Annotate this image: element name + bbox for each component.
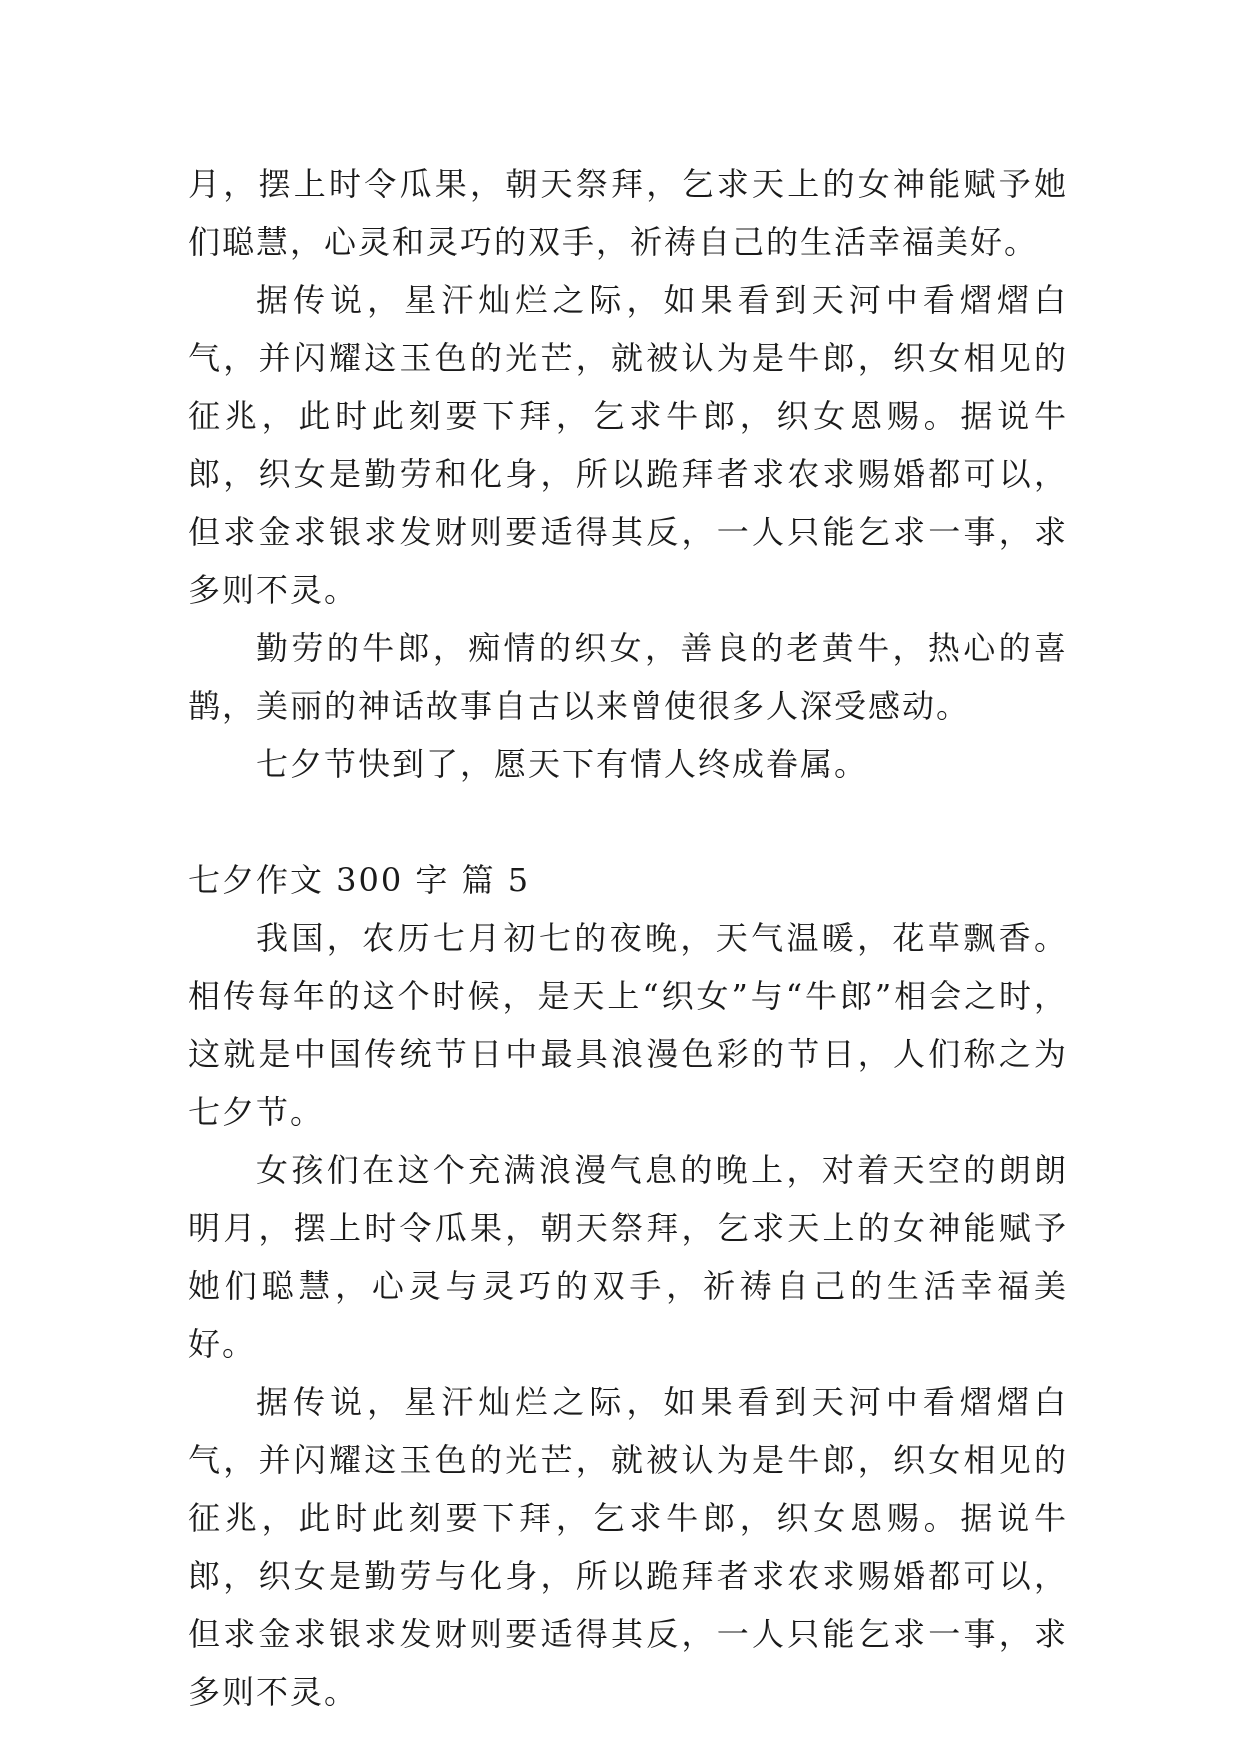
- girls-paragraph: 女孩们在这个充满浪漫气息的晚上，对着天空的朗朗明月，摆上时令瓜果，朝天祭拜，乞求天上的女神能赋予她们聪慧，心灵与灵巧的双手，祈祷自己的生活幸福美好。: [188, 1151, 1068, 1363]
- characters-paragraph: 勤劳的牛郎，痴情的织女，善良的老黄牛，热心的喜鹊，美丽的神话故事自古以来曾使很多人深受感动。: [188, 629, 1068, 725]
- section-heading: 七夕作文 300 字 篇 5: [188, 861, 531, 899]
- continued-paragraph: 月，摆上时令瓜果，朝天祭拜，乞求天上的女神能赋予她们聪慧，心灵和灵巧的双手，祈祷自己的生活幸福美好。: [188, 165, 1068, 261]
- legend-paragraph-2: 据传说，星汗灿烂之际，如果看到天河中看熠熠白气，并闪耀这玉色的光芒，就被认为是牛郎，织女相见的征兆，此时此刻要下拜，乞求牛郎，织女恩赐。据说牛郎，织女是勤劳与化身，所以跪拜者求农求赐婚都可以，但求金求银求发财则要适得其反，一人只能乞求一事，求多则不灵。: [188, 1383, 1068, 1711]
- document-body: [188, 155, 1068, 1721]
- intro-paragraph: 我国，农历七月初七的夜晚，天气温暖，花草飘香。相传每年的这个时候，是天上“织女”与“牛郎”相会之时，这就是中国传统节日中最具浪漫色彩的节日，人们称之为七夕节。: [188, 919, 1068, 1131]
- legend-paragraph: 据传说，星汗灿烂之际，如果看到天河中看熠熠白气，并闪耀这玉色的光芒，就被认为是牛郎，织女相见的征兆，此时此刻要下拜，乞求牛郎，织女恩赐。据说牛郎，织女是勤劳和化身，所以跪拜者求农求赐婚都可以，但求金求银求发财则要适得其反，一人只能乞求一事，求多则不灵。: [188, 281, 1068, 609]
- wish-paragraph: 七夕节快到了，愿天下有情人终成眷属。: [256, 745, 869, 783]
